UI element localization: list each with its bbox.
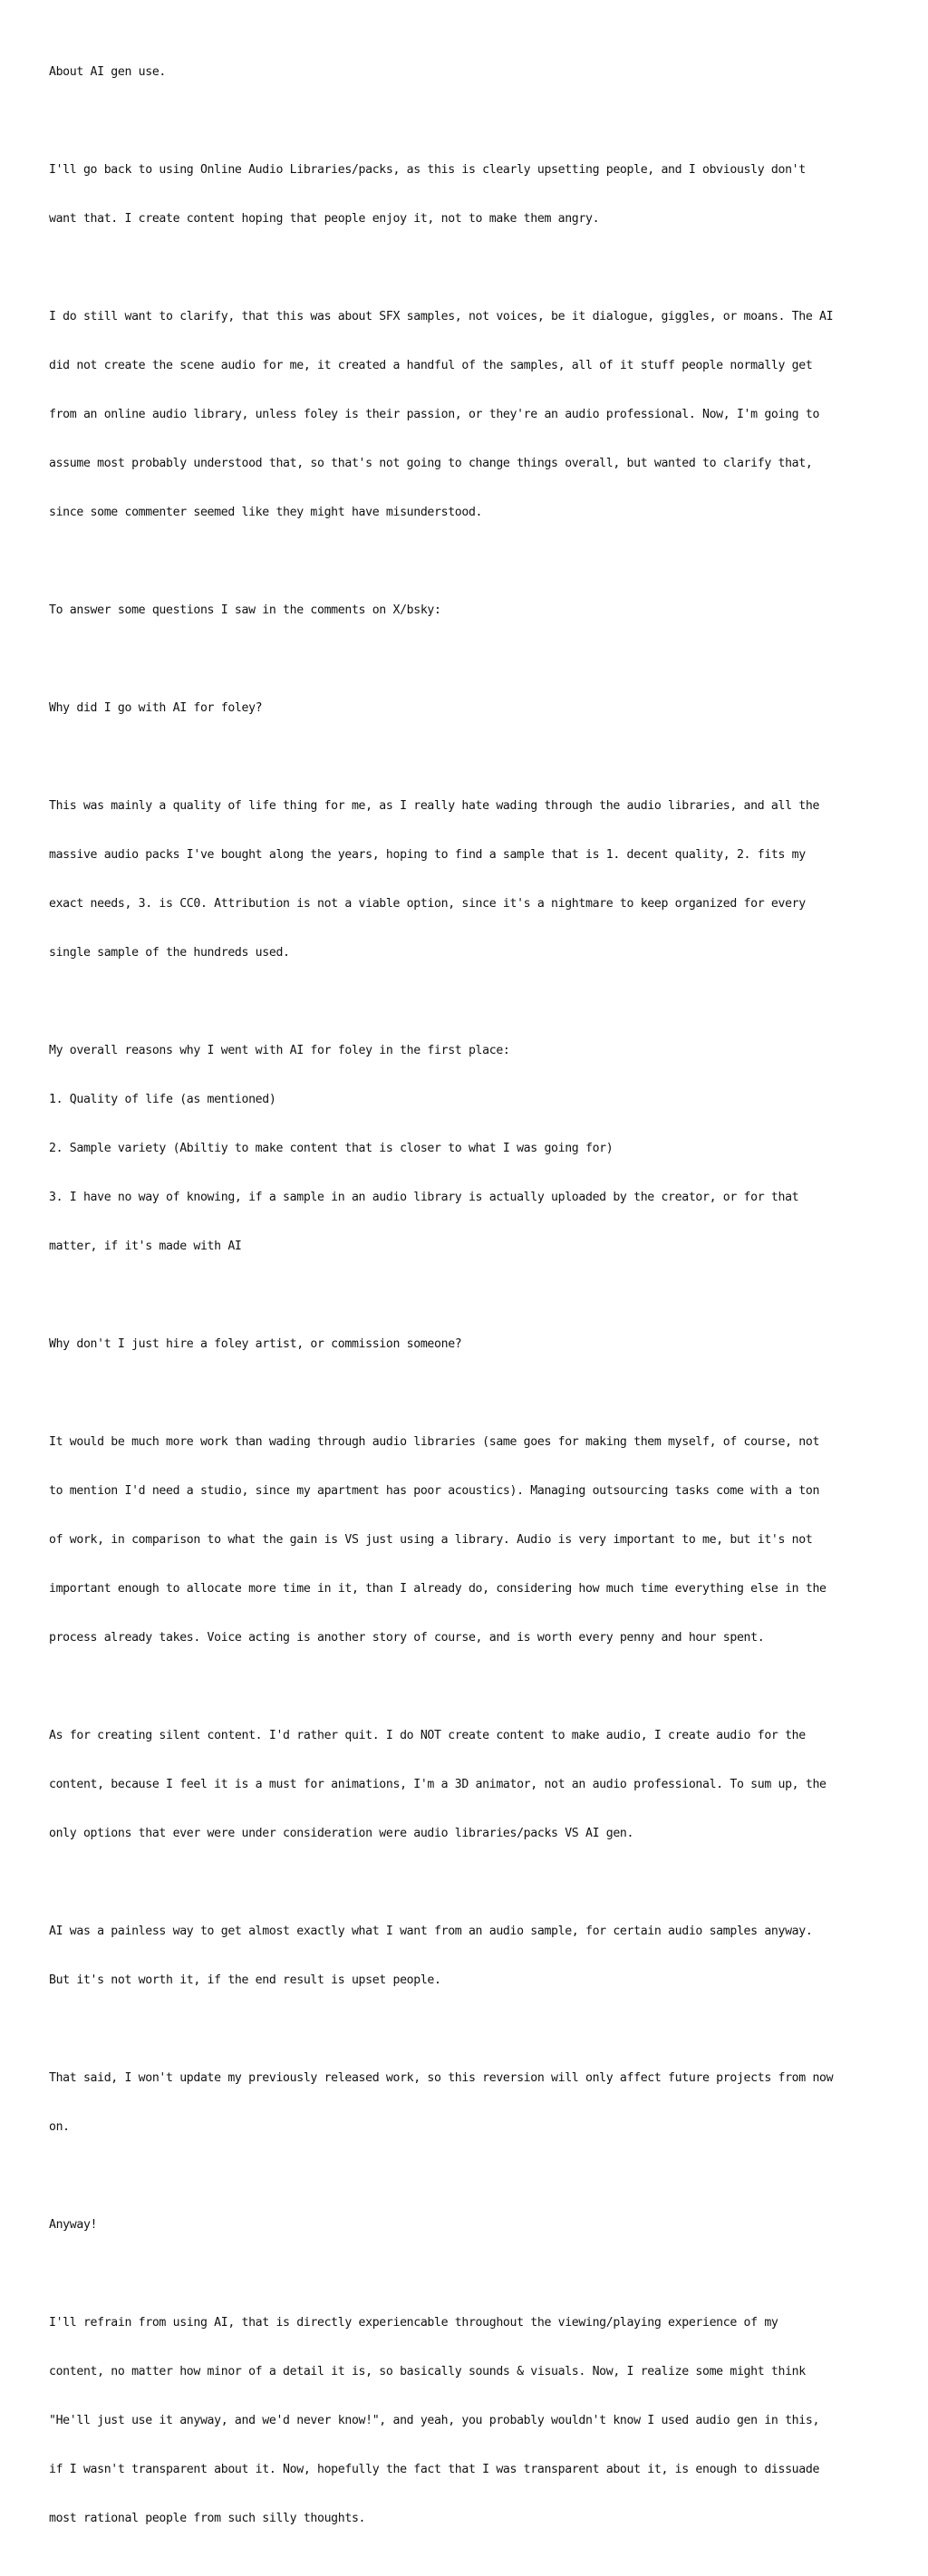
question-hire-foley-artist <box>49 1304 901 1385</box>
text-line: content, because I feel it is a must for animations, I'm a 3D animator, not an audio professional. To sum up, the <box>49 1778 826 1791</box>
text-line: content, no matter how minor of a detail it is, so basically sounds & visuals. Now, I realize some might think <box>49 2365 806 2378</box>
text-line: I'll go back to using Online Audio Libraries/packs, as this is clearly upsetting people, and I obviously don't <box>49 163 806 177</box>
text-line: "He'll just use it anyway, and we'd never know!", and yeah, you probably wouldn't know I used audio gen in this, <box>49 2414 820 2427</box>
text-line: I do still want to clarify, that this was about SFX samples, not voices, be it dialogue, giggles, or moans. The AI <box>49 310 834 323</box>
title-text: About AI gen use. <box>49 65 167 79</box>
text-line: single sample of the hundreds used. <box>49 946 290 960</box>
text-line: But it's not worth it, if the end result is upset people. <box>49 1973 441 1987</box>
text-line: Why did I go with AI for foley? <box>49 701 263 715</box>
text-line: if I wasn't transparent about it. Now, hopefully the fact that I was transparent about it, is enough to dissuade <box>49 2463 820 2476</box>
paragraph-quality-of-life <box>49 766 901 994</box>
list-item: matter, if it's made with AI <box>49 1240 242 1253</box>
text-line: only options that ever were under consideration were audio libraries/packs VS AI gen. <box>49 1827 634 1840</box>
text-line: process already takes. Voice acting is another story of course, and is worth every penny and hour spent. <box>49 1631 765 1645</box>
list-item: 2. Sample variety (Abiltiy to make content that is closer to what I was going for) <box>49 1142 614 1155</box>
paragraph-silent-content <box>49 1695 901 1875</box>
paragraph-reasons-list <box>49 1010 901 1288</box>
text-line: This was mainly a quality of life thing for me, as I really hate wading through the audio libraries, and all the <box>49 799 820 813</box>
text-line: exact needs, 3. is CC0. Attribution is not a viable option, since it's a nightmare to keep organized for every <box>49 897 806 911</box>
paragraph-anyway <box>49 2185 901 2266</box>
paragraph-questions-intro <box>49 570 901 651</box>
text-line: That said, I won't update my previously released work, so this reversion will only affect future projects from now <box>49 2071 834 2085</box>
text-line: did not create the scene audio for me, it created a handful of the samples, all of it stuff people normally get <box>49 359 813 372</box>
text-line: To answer some questions I saw in the comments on X/bsky: <box>49 603 441 617</box>
text-line: I'll refrain from using AI, that is directly experiencable throughout the viewing/playing experience of my <box>49 2316 778 2330</box>
text-line: It would be much more work than wading through audio libraries (same goes for making them myself, of course, not <box>49 1435 820 1449</box>
document-body <box>49 32 901 2576</box>
text-line: As for creating silent content. I'd rather quit. I do NOT create content to make audio, I create audio for the <box>49 1729 806 1742</box>
paragraph-go-back <box>49 130 901 260</box>
text-line: of work, in comparison to what the gain is VS just using a library. Audio is very important to me, but it's not <box>49 1533 813 1547</box>
list-item: 1. Quality of life (as mentioned) <box>49 1093 276 1106</box>
question-why-ai-foley <box>49 668 901 749</box>
paragraph-refrain <box>49 2282 901 2560</box>
text-line: since some commenter seemed like they might have misunderstood. <box>49 506 483 519</box>
text-line: assume most probably understood that, so that's not going to change things overall, but wanted to clarify that, <box>49 457 813 470</box>
text-line: on. <box>49 2120 70 2134</box>
text-line: want that. I create content hoping that people enjoy it, not to make them angry. <box>49 212 600 226</box>
paragraph-more-work <box>49 1402 901 1679</box>
paragraph-no-update <box>49 2038 901 2168</box>
paragraph-clarify <box>49 276 901 554</box>
document-title <box>49 32 901 113</box>
text-line: AI was a painless way to get almost exactly what I want from an audio sample, for certain audio samples anyway. <box>49 1925 813 1938</box>
text-line: Anyway! <box>49 2218 98 2232</box>
text-line: most rational people from such silly thoughts. <box>49 2512 366 2525</box>
text-line: from an online audio library, unless foley is their passion, or they're an audio professional. Now, I'm going to <box>49 408 820 421</box>
text-line: to mention I'd need a studio, since my apartment has poor acoustics). Managing outsourcing tasks come with a ton <box>49 1484 820 1498</box>
list-item: 3. I have no way of knowing, if a sample in an audio library is actually uploaded by the creator, or for that <box>49 1191 799 1204</box>
paragraph-painless-way <box>49 1891 901 2021</box>
text-line: important enough to allocate more time in it, than I already do, considering how much time everything else in the <box>49 1582 826 1596</box>
text-line: My overall reasons why I went with AI for foley in the first place: <box>49 1044 510 1057</box>
text-line: massive audio packs I've bought along the years, hoping to find a sample that is 1. decent quality, 2. fits my <box>49 848 806 862</box>
text-line: Why don't I just hire a foley artist, or commission someone? <box>49 1337 462 1351</box>
